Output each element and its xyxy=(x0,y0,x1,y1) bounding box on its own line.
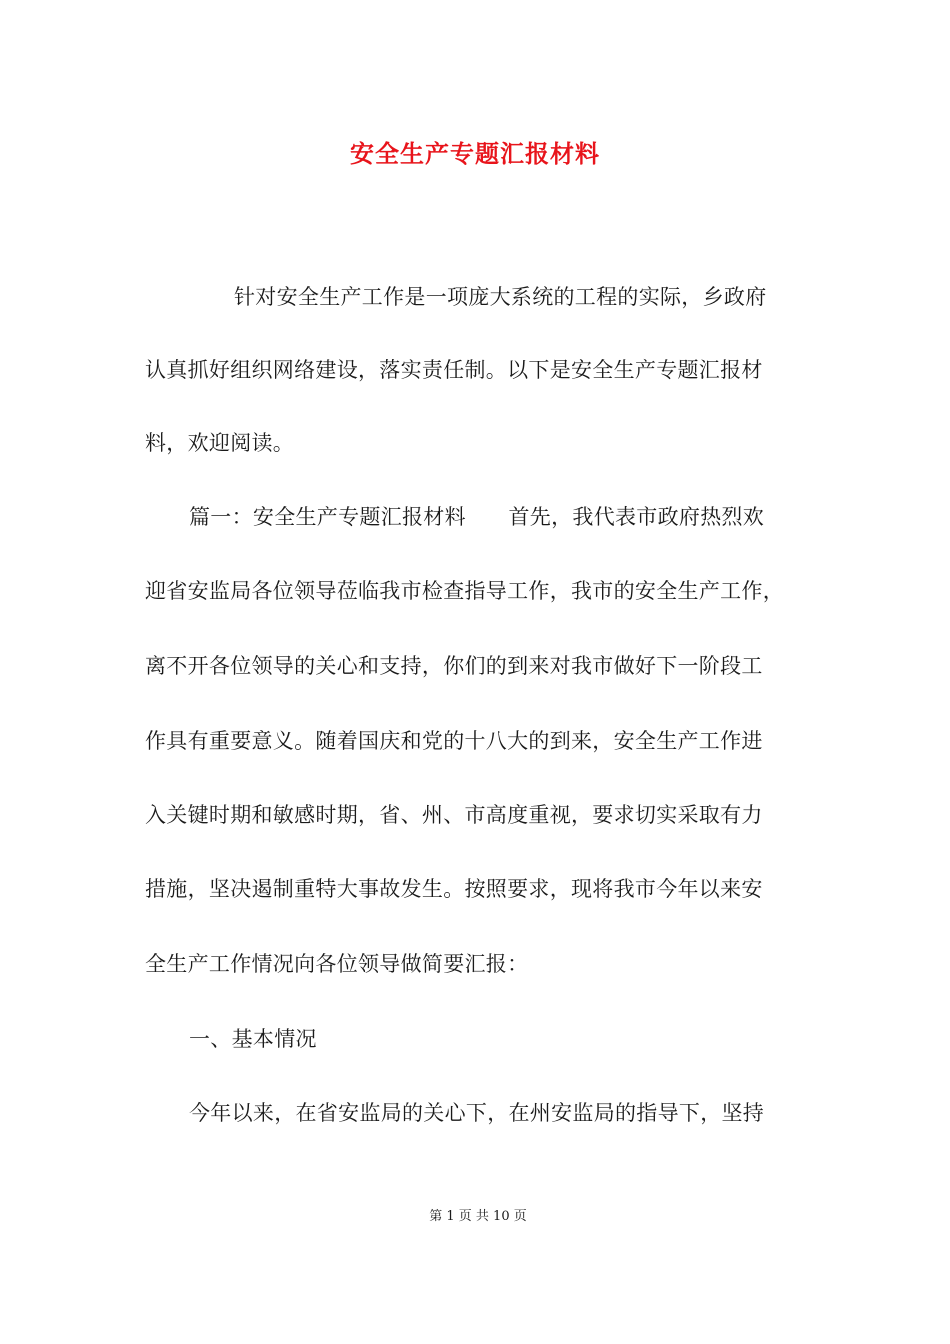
paragraph-line: 措施，坚决遏制重特大事故发生。按照要求，现将我市今年以来安 xyxy=(145,877,763,901)
paragraph-line: 针对安全生产工作是一项庞大系统的工程的实际，乡政府 xyxy=(234,285,767,309)
paragraph-line: 迎省安监局各位领导莅临我市检查指导工作，我市的安全生产工作， xyxy=(145,579,784,603)
paragraph-line: 今年以来，在省安监局的关心下，在州安监局的指导下，坚持 xyxy=(189,1101,765,1125)
page-footer: 第 1 页 共 10 页 xyxy=(429,1209,527,1224)
section-heading: 一、基本情况 xyxy=(189,1027,317,1051)
paragraph-line: 认真抓好组织网络建设，落实责任制。以下是安全生产专题汇报材 xyxy=(145,358,763,382)
paragraph-line: 入关键时期和敏感时期，省、州、市高度重视，要求切实采取有力 xyxy=(145,803,763,827)
paragraph-line: 篇一：安全生产专题汇报材料 首先，我代表市政府热烈欢 xyxy=(189,505,765,529)
paragraph-line: 料，欢迎阅读。 xyxy=(145,431,295,455)
paragraph-line: 全生产工作情况向各位领导做简要汇报： xyxy=(145,952,529,976)
paragraph-line: 离不开各位领导的关心和支持，你们的到来对我市做好下一阶段工 xyxy=(145,654,763,678)
paragraph-line: 作具有重要意义。随着国庆和党的十八大的到来，安全生产工作进 xyxy=(145,729,763,753)
document-title: 安全生产专题汇报材料 xyxy=(350,139,600,168)
